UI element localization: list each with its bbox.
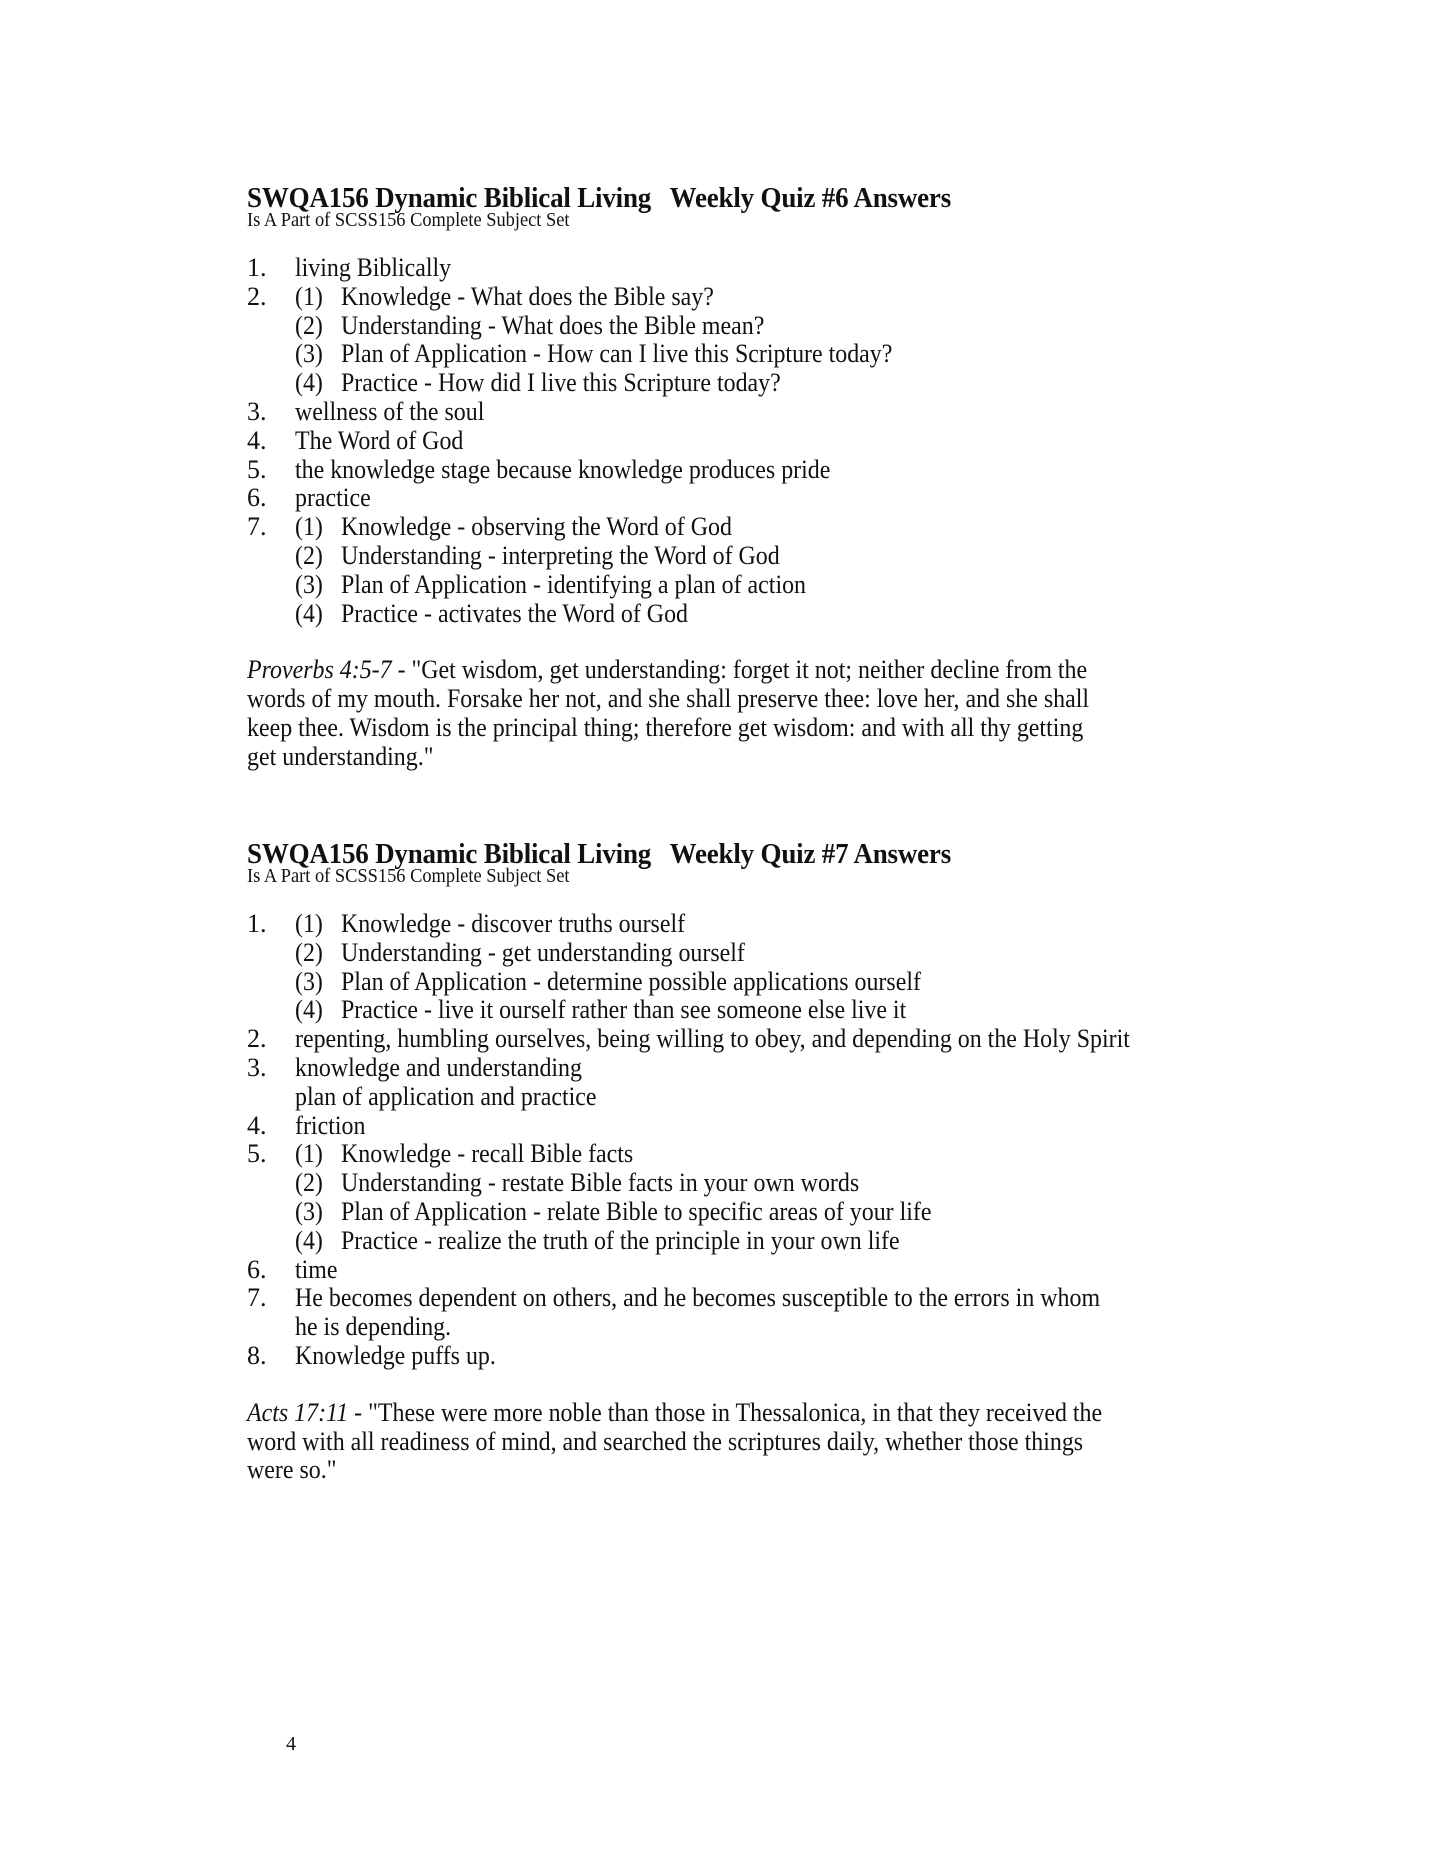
- sub-answer-label: (4): [295, 1225, 323, 1255]
- sub-answer-label: (3): [295, 569, 323, 599]
- answer-body: [295, 1140, 1307, 1255]
- quiz-6-verse-line: get understanding.": [247, 741, 434, 771]
- answer-text: Knowledge - What does the Bible say?: [341, 281, 714, 311]
- quiz-7-answer-list: [247, 910, 1307, 1371]
- quiz-7-verse-line: word with all readiness of mind, and searched the scriptures daily, whether those things: [247, 1426, 1084, 1456]
- quiz-6-title-course: SWQA156 Dynamic Biblical Living: [247, 182, 652, 214]
- answer-line: [295, 1112, 1307, 1141]
- answer-item: [247, 398, 1307, 427]
- answer-item: [247, 910, 1307, 1025]
- answer-text: plan of application and practice: [295, 1081, 597, 1111]
- answer-body: [295, 456, 1307, 485]
- answer-body: [295, 427, 1307, 456]
- answer-line: [295, 1227, 1307, 1256]
- sub-answer-label: (4): [295, 368, 323, 398]
- answer-text: practice: [295, 483, 371, 513]
- sub-answer-label: (2): [295, 310, 323, 340]
- answer-number: 6.: [247, 483, 267, 513]
- quiz-6-verse-reference: Proverbs 4:5-7: [247, 655, 392, 685]
- answer-line: [295, 1025, 1307, 1054]
- answer-item: [247, 1342, 1307, 1371]
- answer-line: [295, 939, 1307, 968]
- answer-line: [295, 283, 1307, 312]
- answer-line: [295, 571, 1307, 600]
- sub-answer-label: (2): [295, 1168, 323, 1198]
- answer-text: Knowledge - observing the Word of God: [341, 512, 732, 542]
- sub-answer-label: (1): [295, 1139, 323, 1169]
- answer-body: [295, 1342, 1307, 1371]
- sub-answer-label: (4): [295, 598, 323, 628]
- quiz-6-verse-line: keep thee. Wisdom is the principal thing; therefore get wisdom: and with all thy getting: [247, 712, 1084, 742]
- answer-line: [295, 340, 1307, 369]
- answer-number: 5.: [247, 1139, 267, 1169]
- answer-text: knowledge and understanding: [295, 1052, 582, 1082]
- answer-number: 1.: [247, 909, 267, 938]
- answer-number: 1.: [247, 253, 267, 282]
- answer-text: Understanding - interpreting the Word of God: [341, 540, 780, 570]
- sub-answer-label: (2): [295, 540, 323, 570]
- answer-number: 7.: [247, 512, 267, 542]
- quiz-6-verse-line: - "Get wisdom, get understanding: forget it not; neither decline from the: [391, 655, 1088, 685]
- answer-item: [247, 1284, 1307, 1342]
- quiz-7-verse: [247, 1399, 1307, 1485]
- answer-number: 2.: [247, 281, 267, 311]
- answer-line: [295, 1083, 1307, 1112]
- answer-line: [295, 254, 1307, 283]
- sub-answer-label: (3): [295, 1196, 323, 1226]
- answer-line: [295, 996, 1307, 1025]
- answer-item: [247, 484, 1307, 513]
- answer-number: 4.: [247, 425, 267, 455]
- answer-text: wellness of the soul: [295, 396, 485, 426]
- answer-item: [247, 1140, 1307, 1255]
- quiz-7-verse-reference: Acts 17:11: [247, 1397, 349, 1427]
- answer-text: Plan of Application - identifying a plan of action: [341, 569, 807, 599]
- answer-text: Practice - How did I live this Scripture today?: [341, 368, 781, 398]
- answer-line: [295, 1054, 1307, 1083]
- answer-item: [247, 1256, 1307, 1285]
- quiz-7-subtitle: Is A Part of SCSS156 Complete Subject Set: [247, 865, 570, 887]
- answer-line: [295, 1169, 1307, 1198]
- answer-line: [295, 600, 1307, 629]
- quiz-6-verse-line: words of my mouth. Forsake her not, and she shall preserve thee: love her, and she shall: [247, 684, 1090, 714]
- answer-item: [247, 427, 1307, 456]
- sub-answer-label: (3): [295, 339, 323, 369]
- answer-item: [247, 254, 1307, 283]
- answer-line: [295, 968, 1307, 997]
- answer-item: [247, 283, 1307, 398]
- answer-text: Knowledge puffs up.: [295, 1340, 496, 1370]
- answer-text: friction: [295, 1110, 366, 1140]
- answer-text: repenting, humbling ourselves, being willing to obey, and depending on the Holy Spirit: [295, 1024, 1130, 1054]
- answer-number: 2.: [247, 1024, 267, 1054]
- answer-body: [295, 1256, 1307, 1285]
- answer-text: Understanding - What does the Bible mean?: [341, 310, 765, 340]
- answer-text: Practice - realize the truth of the principle in your own life: [341, 1225, 900, 1255]
- sub-answer-label: (1): [295, 281, 323, 311]
- sub-answer-label: (1): [295, 909, 323, 938]
- answer-body: [295, 398, 1307, 427]
- answer-number: 5.: [247, 454, 267, 484]
- quiz-6-title-quiz: Weekly Quiz #6 Answers: [669, 182, 952, 214]
- answer-number: 3.: [247, 396, 267, 426]
- sub-answer-label: (2): [295, 937, 323, 967]
- answer-line: [295, 910, 1307, 939]
- quiz-6-verse: [247, 656, 1307, 771]
- sub-answer-label: (4): [295, 995, 323, 1025]
- quiz-7-verse-line: were so.": [247, 1455, 337, 1485]
- answer-line: [295, 1342, 1307, 1371]
- sub-answer-label: (3): [295, 966, 323, 996]
- answer-text: Understanding - restate Bible facts in your own words: [341, 1168, 860, 1198]
- answer-line: [295, 369, 1307, 398]
- answer-body: [295, 1025, 1307, 1054]
- answer-line: [295, 312, 1307, 341]
- answer-item: [247, 456, 1307, 485]
- answer-line: [295, 1284, 1307, 1313]
- answer-line: [295, 513, 1307, 542]
- answer-text: Knowledge - discover truths ourself: [341, 909, 686, 938]
- answer-text: Plan of Application - How can I live this Scripture today?: [341, 339, 893, 369]
- quiz-7-verse-line: - "These were more noble than those in Thessalonica, in that they received the: [348, 1397, 1103, 1427]
- answer-text: Plan of Application - relate Bible to specific areas of your life: [341, 1196, 932, 1226]
- answer-text: Practice - live it ourself rather than see someone else live it: [341, 995, 907, 1025]
- answer-number: 7.: [247, 1283, 267, 1313]
- answer-line: [295, 398, 1307, 427]
- answer-line: [295, 427, 1307, 456]
- answer-line: [295, 1198, 1307, 1227]
- answer-item: [247, 513, 1307, 628]
- answer-number: 4.: [247, 1110, 267, 1140]
- sub-answer-label: (1): [295, 512, 323, 542]
- answer-body: [295, 1112, 1307, 1141]
- answer-body: [295, 254, 1307, 283]
- answer-text: He becomes dependent on others, and he becomes susceptible to the errors in whom: [295, 1283, 1101, 1313]
- answer-text: time: [295, 1254, 338, 1284]
- answer-line: [295, 1140, 1307, 1169]
- quiz-6-section: [247, 182, 1307, 772]
- answer-text: Practice - activates the Word of God: [341, 598, 689, 628]
- answer-body: [295, 283, 1307, 398]
- answer-item: [247, 1054, 1307, 1112]
- quiz-6-subtitle: Is A Part of SCSS156 Complete Subject Set: [247, 209, 570, 231]
- answer-text: Plan of Application - determine possible applications ourself: [341, 966, 921, 996]
- answer-text: he is depending.: [295, 1312, 452, 1342]
- answer-line: [295, 484, 1307, 513]
- answer-text: the knowledge stage because knowledge produces pride: [295, 454, 831, 484]
- answer-line: [295, 1313, 1307, 1342]
- answer-number: 3.: [247, 1052, 267, 1082]
- page-number: 4: [286, 1733, 296, 1755]
- answer-text: Knowledge - recall Bible facts: [341, 1139, 634, 1169]
- answer-body: [295, 484, 1307, 513]
- quiz-7-title-course: SWQA156 Dynamic Biblical Living: [247, 838, 652, 870]
- answer-body: [295, 513, 1307, 628]
- answer-item: [247, 1112, 1307, 1141]
- answer-text: living Biblically: [295, 253, 452, 282]
- answer-item: [247, 1025, 1307, 1054]
- quiz-6-answer-list: [247, 254, 1307, 628]
- answer-body: [295, 1284, 1307, 1342]
- answer-text: The Word of God: [295, 425, 464, 455]
- answer-body: [295, 1054, 1307, 1112]
- answer-number: 6.: [247, 1254, 267, 1284]
- answer-line: [295, 456, 1307, 485]
- answer-line: [295, 542, 1307, 571]
- quiz-7-section: [247, 838, 1307, 1485]
- answer-line: [295, 1256, 1307, 1285]
- answer-text: Understanding - get understanding ourself: [341, 937, 745, 967]
- answer-number: 8.: [247, 1340, 267, 1370]
- quiz-7-title-quiz: Weekly Quiz #7 Answers: [669, 838, 952, 870]
- answer-body: [295, 910, 1307, 1025]
